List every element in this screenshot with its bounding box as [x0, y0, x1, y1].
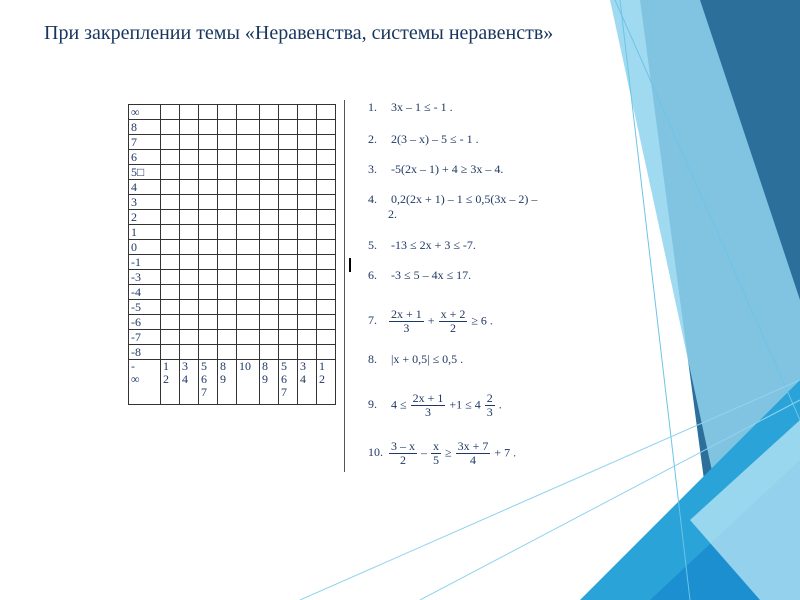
row-label: 3 — [129, 195, 161, 210]
grid-cell — [237, 270, 260, 285]
grid-cell — [298, 165, 317, 180]
row-label: -5 — [129, 300, 161, 315]
fraction — [389, 308, 424, 335]
task-text: 3x – 1 ≤ - 1 . — [388, 100, 453, 114]
bottom-label-cell — [317, 360, 336, 405]
bottom-label-cell — [298, 360, 317, 405]
fraction — [431, 440, 441, 467]
grid-cell — [237, 330, 260, 345]
grid-cell — [218, 330, 237, 345]
task-text: +1 ≤ 4 — [446, 397, 484, 412]
bottom-label-cell — [199, 360, 218, 405]
grid-cell — [260, 270, 279, 285]
grid-cell — [237, 345, 260, 360]
bottom-label: 9 — [220, 372, 226, 386]
task-text: |x + 0,5| ≤ 0,5 . — [388, 352, 464, 366]
task-text: -3 ≤ 5 – 4x ≤ 17. — [388, 268, 472, 282]
numerator: 3x + 7 — [457, 439, 489, 453]
grid-row — [129, 150, 336, 165]
bottom-label: 2 — [163, 372, 169, 386]
bottom-label: 5 — [281, 359, 287, 373]
task-text: + 7 . — [491, 445, 517, 460]
grid-cell — [218, 315, 237, 330]
grid-cell — [298, 150, 317, 165]
grid-cell — [279, 255, 298, 270]
task-item — [368, 392, 502, 419]
grid-cell — [218, 180, 237, 195]
grid-cell — [298, 315, 317, 330]
task-text: 2(3 – x) – 5 ≤ - 1 . — [388, 132, 479, 146]
grid-cell — [180, 285, 199, 300]
grid-cell — [279, 105, 298, 120]
grid-cell — [161, 195, 180, 210]
task-number: 8. — [368, 352, 377, 366]
denominator: 3 — [403, 321, 410, 335]
grid-cell — [237, 240, 260, 255]
grid-cell — [180, 315, 199, 330]
grid-cell — [180, 150, 199, 165]
row-label: 7 — [129, 135, 161, 150]
grid-row — [129, 195, 336, 210]
row-label: 5□ — [129, 165, 161, 180]
grid-cell — [260, 180, 279, 195]
grid-cell — [279, 285, 298, 300]
grid-cell — [161, 255, 180, 270]
bottom-label: 1 — [319, 359, 325, 373]
row-label: 8 — [129, 120, 161, 135]
row-label: -6 — [129, 315, 161, 330]
row-label: 4 — [129, 180, 161, 195]
task-text: -5(2x – 1) + 4 ≥ 3x – 4. — [388, 162, 504, 176]
grid-cell — [298, 330, 317, 345]
grid-cell — [260, 315, 279, 330]
bottom-label: 4 — [300, 372, 306, 386]
task-item — [368, 440, 516, 467]
grid-cell — [279, 240, 298, 255]
fraction — [411, 392, 446, 419]
fraction — [485, 392, 495, 419]
grid-cell — [279, 180, 298, 195]
grid-row — [129, 225, 336, 240]
grid-cell — [317, 300, 336, 315]
task-item — [368, 100, 453, 115]
grid-cell — [218, 105, 237, 120]
grid-cell — [237, 180, 260, 195]
grid-cell — [199, 105, 218, 120]
grid-cell — [161, 240, 180, 255]
grid-cell — [180, 255, 199, 270]
grid-cell — [218, 135, 237, 150]
task-text: 0,2(2x + 1) – 1 ≤ 0,5(3x – 2) – — [388, 192, 538, 206]
task-text: 4 ≤ — [388, 397, 410, 412]
grid-cell — [199, 345, 218, 360]
task-text: + — [424, 313, 438, 328]
grid-cell — [260, 330, 279, 345]
bottom-label: 10 — [239, 359, 251, 373]
bottom-label: 5 — [201, 359, 207, 373]
grid-cell — [199, 120, 218, 135]
bottom-label: 7 — [281, 385, 287, 399]
grid-cell — [260, 195, 279, 210]
grid-cell — [237, 300, 260, 315]
grid-cell — [161, 285, 180, 300]
grid-cell — [218, 195, 237, 210]
numerator: 2 — [486, 391, 493, 405]
grid-cell — [237, 315, 260, 330]
grid-cell — [298, 240, 317, 255]
grid-cell — [199, 240, 218, 255]
grid-cell — [180, 330, 199, 345]
grid-cell — [260, 120, 279, 135]
grid-cell — [260, 150, 279, 165]
denominator: 2 — [400, 453, 406, 467]
grid-cell — [298, 225, 317, 240]
grid-cell — [237, 120, 260, 135]
bottom-label: 4 — [182, 372, 188, 386]
bottom-label: 8 — [262, 359, 268, 373]
task-number: 9. — [368, 397, 377, 412]
vertical-divider — [344, 100, 345, 472]
grid-cell — [260, 300, 279, 315]
bottom-label: 1 — [163, 359, 169, 373]
bottom-label: 8 — [220, 359, 226, 373]
denominator: 4 — [469, 453, 476, 467]
grid-cell — [279, 225, 298, 240]
task-item — [368, 132, 479, 147]
grid-cell — [237, 105, 260, 120]
grid-cell — [237, 135, 260, 150]
grid-cell — [161, 210, 180, 225]
grid-cell — [317, 330, 336, 345]
bottom-label: 6 — [201, 372, 207, 386]
grid-cell — [298, 180, 317, 195]
grid-cell — [317, 345, 336, 360]
grid-cell — [279, 195, 298, 210]
grid-cell — [260, 240, 279, 255]
fraction — [456, 440, 491, 467]
task-item — [368, 352, 463, 367]
grid-cell — [298, 270, 317, 285]
grid-cell — [180, 300, 199, 315]
grid-cell — [161, 270, 180, 285]
task-number: 2. — [368, 132, 377, 146]
task-number: 10. — [368, 445, 383, 460]
grid-cell — [279, 210, 298, 225]
grid-cell — [180, 210, 199, 225]
text-cursor — [349, 258, 351, 272]
bottom-label-cell — [180, 360, 199, 405]
grid-cell — [279, 330, 298, 345]
bottom-label-cell — [237, 360, 260, 405]
grid-cell — [180, 165, 199, 180]
grid-row — [129, 315, 336, 330]
bottom-label-cell — [218, 360, 237, 405]
grid-cell — [199, 180, 218, 195]
grid-cell — [237, 255, 260, 270]
grid-cell — [218, 225, 237, 240]
grid-cell — [180, 345, 199, 360]
grid-cell — [317, 225, 336, 240]
grid-cell — [237, 150, 260, 165]
grid-cell — [260, 105, 279, 120]
grid-cell — [279, 315, 298, 330]
fraction — [389, 440, 417, 467]
grid-row — [129, 210, 336, 225]
task-text: . — [495, 397, 502, 412]
grid-cell — [317, 285, 336, 300]
grid-row — [129, 255, 336, 270]
grid-cell — [199, 165, 218, 180]
bottom-label: 6 — [281, 372, 287, 386]
grid-cell — [298, 255, 317, 270]
task-item — [368, 268, 471, 283]
grid-cell — [180, 135, 199, 150]
grid-cell — [161, 150, 180, 165]
grid-cell — [161, 330, 180, 345]
bottom-label: 7 — [201, 385, 207, 399]
bottom-label: 2 — [319, 372, 325, 386]
grid-cell — [199, 135, 218, 150]
grid-cell — [317, 210, 336, 225]
task-number: 5. — [368, 238, 377, 252]
task-number: 6. — [368, 268, 377, 282]
grid-cell — [317, 135, 336, 150]
denominator: 2 — [449, 321, 456, 335]
bottom-label-cell — [260, 360, 279, 405]
denominator: 3 — [486, 405, 493, 419]
grid-cell — [199, 225, 218, 240]
grid-cell — [260, 210, 279, 225]
grid-cell — [161, 120, 180, 135]
row-label: 0 — [129, 240, 161, 255]
grid-cell — [180, 225, 199, 240]
grid-cell — [317, 240, 336, 255]
task-number: 4. — [368, 192, 377, 206]
grid-row — [129, 330, 336, 345]
grid-cell — [279, 120, 298, 135]
task-text: -13 ≤ 2x + 3 ≤ -7. — [388, 238, 476, 252]
grid-cell — [317, 195, 336, 210]
bottom-label-cell — [129, 360, 161, 405]
denominator: 3 — [424, 405, 431, 419]
row-label: -8 — [129, 345, 161, 360]
grid-cell — [260, 285, 279, 300]
grid-cell — [317, 270, 336, 285]
grid-cell — [298, 210, 317, 225]
grid-cell — [279, 165, 298, 180]
grid-cell — [199, 150, 218, 165]
grid-row — [129, 120, 336, 135]
task-text-continued: 2. — [388, 207, 397, 221]
numerator: 3 – x — [391, 439, 415, 453]
grid-cell — [317, 120, 336, 135]
grid-cell — [199, 210, 218, 225]
grid-row — [129, 270, 336, 285]
task-number: 3. — [368, 162, 377, 176]
grid-cell — [161, 300, 180, 315]
grid-row — [129, 180, 336, 195]
grid-cell — [237, 225, 260, 240]
grid-cell — [317, 315, 336, 330]
grid-cell — [317, 105, 336, 120]
grid-cell — [279, 150, 298, 165]
grid-cell — [237, 195, 260, 210]
grid-cell — [161, 165, 180, 180]
row-label: -1 — [129, 255, 161, 270]
row-label: 6 — [129, 150, 161, 165]
bottom-label: - — [131, 359, 135, 373]
grid-cell — [279, 270, 298, 285]
grid-cell — [180, 120, 199, 135]
row-label: ∞ — [129, 105, 161, 120]
grid-cell — [279, 345, 298, 360]
grid-row — [129, 285, 336, 300]
grid-cell — [260, 345, 279, 360]
bottom-label: 9 — [262, 372, 268, 386]
task-number: 1. — [368, 100, 377, 114]
row-label: 1 — [129, 225, 161, 240]
numerator: x — [433, 439, 439, 453]
bottom-label: 3 — [300, 359, 306, 373]
grid-cell — [161, 225, 180, 240]
task-item — [368, 192, 537, 222]
grid-cell — [317, 255, 336, 270]
grid-cell — [161, 180, 180, 195]
grid-cell — [180, 240, 199, 255]
grid-cell — [218, 255, 237, 270]
grid-cell — [180, 195, 199, 210]
row-label: 2 — [129, 210, 161, 225]
grid-cell — [218, 150, 237, 165]
grid-cell — [237, 285, 260, 300]
grid-cell — [218, 210, 237, 225]
grid-cell — [237, 165, 260, 180]
grid-cell — [199, 300, 218, 315]
grid-cell — [199, 195, 218, 210]
task-item — [368, 238, 476, 253]
grid-cell — [161, 105, 180, 120]
grid-row — [129, 240, 336, 255]
grid-cell — [317, 150, 336, 165]
grid-cell — [298, 120, 317, 135]
grid-cell — [317, 165, 336, 180]
task-text: – — [418, 445, 430, 460]
grid-cell — [298, 345, 317, 360]
grid-cell — [199, 315, 218, 330]
grid-cell — [317, 180, 336, 195]
answer-grid — [128, 104, 336, 405]
grid-cell — [279, 135, 298, 150]
grid-cell — [161, 315, 180, 330]
numerator: 2x + 1 — [412, 391, 444, 405]
row-label: -4 — [129, 285, 161, 300]
grid-row — [129, 300, 336, 315]
grid-cell — [218, 120, 237, 135]
task-item — [368, 162, 503, 177]
grid-cell — [260, 135, 279, 150]
grid-cell — [218, 345, 237, 360]
grid-cell — [298, 285, 317, 300]
grid-cell — [260, 165, 279, 180]
bottom-label: 3 — [182, 359, 188, 373]
denominator: 5 — [433, 453, 439, 467]
grid-row — [129, 345, 336, 360]
grid-cell — [298, 300, 317, 315]
grid-cell — [199, 330, 218, 345]
grid-bottom-row — [129, 360, 336, 405]
grid-row — [129, 165, 336, 180]
grid-cell — [298, 105, 317, 120]
grid-cell — [218, 270, 237, 285]
task-text: ≥ 6 . — [468, 313, 493, 328]
grid-cell — [279, 300, 298, 315]
grid-cell — [298, 195, 317, 210]
grid-cell — [180, 105, 199, 120]
bottom-label: ∞ — [131, 372, 140, 386]
grid-cell — [199, 270, 218, 285]
grid-cell — [218, 285, 237, 300]
slide-title: При закреплении темы «Неравенства, системы неравенств» — [44, 22, 554, 44]
fraction — [439, 308, 468, 335]
grid-cell — [298, 135, 317, 150]
grid-cell — [260, 255, 279, 270]
grid-cell — [180, 270, 199, 285]
grid-row — [129, 135, 336, 150]
grid-cell — [218, 165, 237, 180]
row-label: -3 — [129, 270, 161, 285]
bottom-label-cell — [161, 360, 180, 405]
grid-cell — [218, 240, 237, 255]
grid-cell — [237, 210, 260, 225]
numerator: x + 2 — [440, 307, 466, 321]
task-text: ≥ — [442, 445, 455, 460]
numerator: 2x + 1 — [391, 307, 422, 321]
grid-cell — [218, 300, 237, 315]
bottom-label-cell — [279, 360, 298, 405]
task-number: 7. — [368, 313, 377, 328]
row-label: -7 — [129, 330, 161, 345]
grid-cell — [260, 225, 279, 240]
grid-cell — [199, 255, 218, 270]
task-item — [368, 308, 493, 335]
grid-row — [129, 105, 336, 120]
grid-cell — [161, 135, 180, 150]
grid-cell — [199, 285, 218, 300]
grid-cell — [180, 180, 199, 195]
grid-cell — [161, 345, 180, 360]
